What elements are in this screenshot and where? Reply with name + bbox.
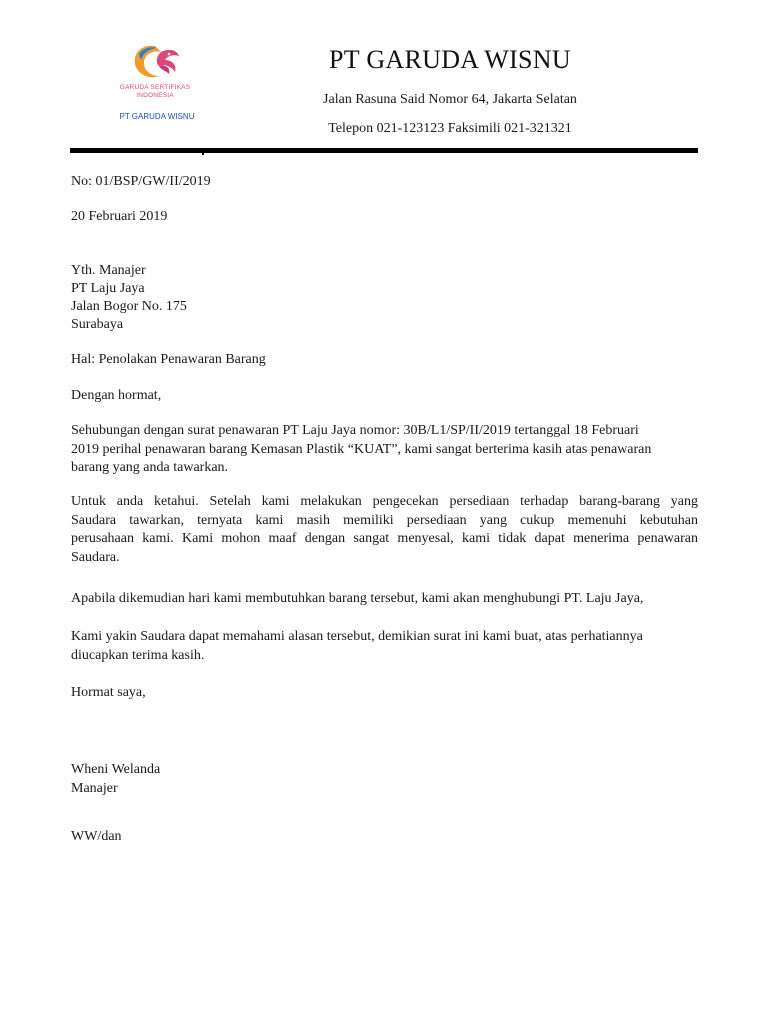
paragraph-4 (71, 628, 698, 665)
paragraph-2-line: Untuk anda ketahui. Setelah kami melakukan pengecekan persediaan terhadap barang-barang yang (71, 494, 698, 509)
logo-caption-line2: INDONESIA (136, 91, 174, 99)
recipient-line-1: Yth. Manajer (71, 263, 146, 278)
recipient-line-3: Jalan Bogor No. 175 (71, 299, 187, 314)
letter-number: No: 01/BSP/GW/II/2019 (71, 174, 211, 189)
signer-name: Wheni Welanda (71, 762, 161, 777)
letter-greeting: Dengan hormat, (71, 388, 162, 403)
paragraph-2-line: Saudara. (71, 549, 120, 565)
letterhead-divider (70, 148, 698, 153)
garuda-logo-icon (125, 40, 185, 84)
paragraph-1-line: 2019 perihal penawaran barang Kemasan Plastik “KUAT”, kami sangat berterima kasih atas penawaran (71, 441, 652, 457)
paragraph-2 (71, 493, 698, 567)
closing: Hormat saya, (71, 685, 146, 700)
recipient-line-4: Surabaya (71, 317, 124, 332)
paragraph-1-line: barang yang anda tawarkan. (71, 460, 229, 475)
letter-subject: Hal: Penolakan Penawaran Barang (71, 352, 266, 367)
paragraph-1-line: Sehubungan dengan surat penawaran PT Laju Jaya nomor: 30B/L1/SP/II/2019 tertanggal 18 Februari (71, 423, 639, 438)
paragraph-4-line: diucapkan terima kasih. (71, 647, 205, 663)
company-phone: Telepon 021-123123 Faksimili 021-321321 (328, 121, 572, 136)
reference-initials: WW/dan (71, 829, 122, 844)
divider-tick-mark (202, 153, 204, 155)
paragraph-1 (71, 422, 698, 478)
logo-company-name: PT GARUDA WISNU (119, 112, 195, 121)
paragraph-2-line: perusahaan kami. Kami mohon maaf dengan sangat menyesal, kami tidak dapat menerima penawaran (71, 531, 698, 546)
company-logo (100, 40, 210, 99)
recipient-line-2: PT Laju Jaya (71, 281, 145, 296)
paragraph-3: Apabila dikemudian hari kami membutuhkan barang tersebut, kami akan menghubungi PT. Laju Jaya, (71, 591, 644, 606)
signer-title: Manajer (71, 781, 118, 796)
letter-date: 20 Februari 2019 (71, 209, 168, 224)
company-name: PT GARUDA WISNU (329, 45, 571, 74)
company-address: Jalan Rasuna Said Nomor 64, Jakarta Selatan (323, 92, 577, 107)
paragraph-4-line: Kami yakin Saudara dapat memahami alasan tersebut, demikian surat ini kami buat, atas perhatiannya (71, 629, 643, 644)
logo-caption-line1: GARUDA SERTIFIKAS (119, 84, 191, 91)
paragraph-2-line: Saudara tawarkan, ternyata kami masih memiliki persediaan yang cukup memenuhi kebutuhan (71, 512, 698, 528)
